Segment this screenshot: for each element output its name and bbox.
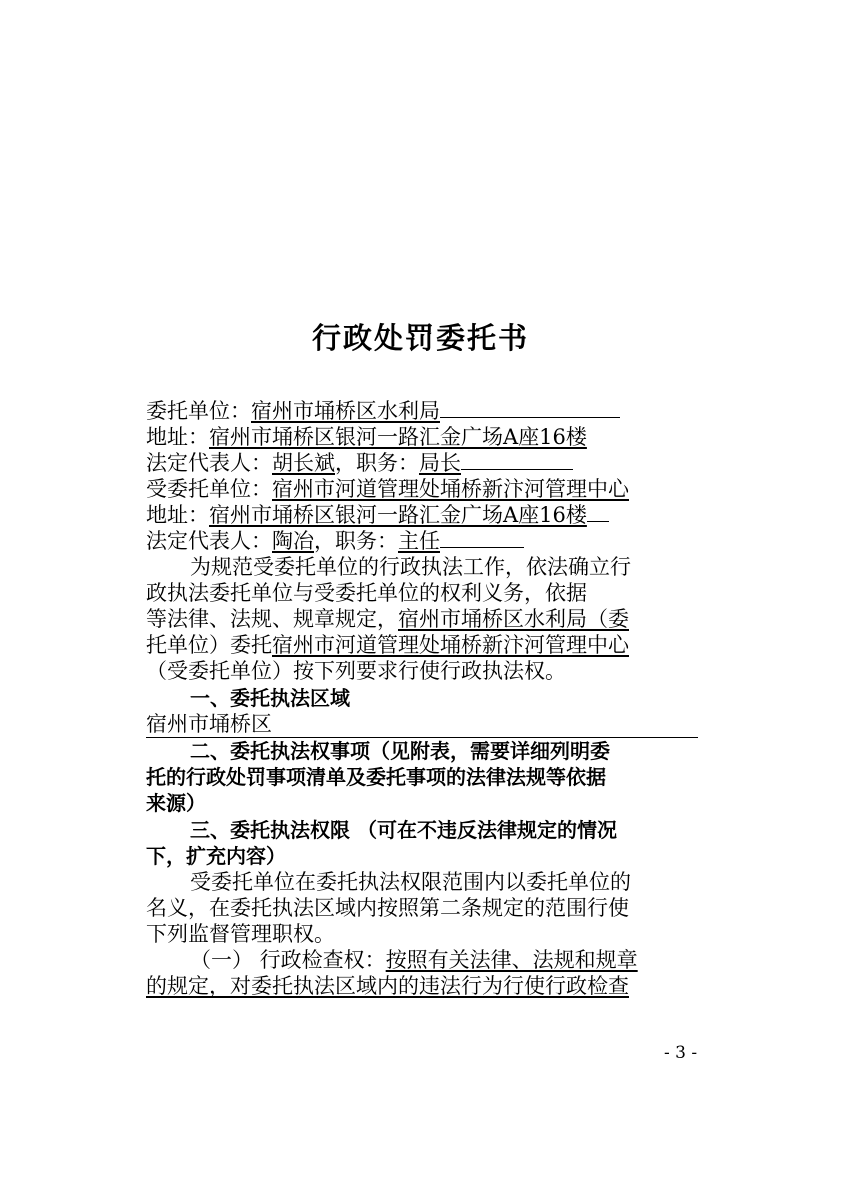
position-value: 局长 [419,451,461,475]
address-value: 宿州市埇桥区银河一路汇金广场A座16楼 [209,425,587,449]
entrusting-representative-line [146,450,698,476]
underlined-unit-name: 宿州市埇桥区水利局（委 [398,607,629,631]
entrusting-address-line [146,424,698,450]
text-segment: 托单位）委托 [146,633,272,657]
entrusted-unit-value: 宿州市河道管理处埇桥新汴河管理中心 [272,477,629,501]
paragraph-line: 政执法委托单位与受委托单位的权利义务，依据 [146,581,587,605]
entrusted-address-line [146,502,698,528]
paragraph-line: 的规定，对委托执法区域内的违法行为行使行政检查 [146,974,629,998]
entrusted-representative-line [146,528,698,554]
section-heading-2-cont: 托的行政处罚事项清单及委托事项的法律法规等依据 [146,765,606,789]
entrusted-unit-label: 受委托单位： [146,477,272,501]
enforcement-area-line [146,711,698,738]
representative-name: 胡长斌 [272,451,335,475]
paragraph-line: 下列监督管理职权。 [146,922,335,946]
paragraph-line [146,606,698,632]
blank-underline [461,451,573,470]
paragraph-line: 受委托单位在委托执法权限范围内以委托单位的 [190,870,631,894]
section-heading-3: 三、委托执法权限 （可在不违反法律规定的情况 [190,818,617,842]
representative-label: 法定代表人： [146,529,272,553]
entrusting-unit-value: 宿州市埇桥区水利局 [251,399,440,423]
underlined-unit-name: 宿州市河道管理处埇桥新汴河管理中心 [272,633,629,657]
subsection-line [146,947,698,973]
section-heading-1: 一、委托执法区域 [190,686,350,710]
section-heading-3-cont: 下，扩充内容） [146,844,286,868]
subsection-text: 按照有关法律、法规和规章 [385,948,638,972]
address-label: 地址： [146,425,209,449]
position-value: 主任 [398,529,440,553]
paragraph-line: （受委托单位）按下列要求行使行政执法权。 [146,659,566,683]
blank-underline [440,529,524,548]
address-value: 宿州市埇桥区银河一路汇金广场A座16楼 [209,503,587,527]
address-label: 地址： [146,503,209,527]
page-number: - 3 - [664,1043,698,1063]
representative-label: 法定代表人： [146,451,272,475]
document-title: 行政处罚委托书 [311,321,529,355]
paragraph-line: 为规范受委托单位的行政执法工作，依法确立行 [190,555,631,579]
position-label: ，职务： [335,451,419,475]
entrusted-unit-line [146,476,698,502]
paragraph-line: 名义，在委托执法区域内按照第二条规定的范围行使 [146,896,629,920]
subsection-label: （一） 行政检查权： [190,948,386,972]
representative-name: 陶冶 [272,529,314,553]
entrusting-unit-label: 委托单位： [146,399,251,423]
enforcement-area-value: 宿州市埇桥区 [146,711,698,738]
blank-underline [440,399,620,418]
blank-underline [587,503,609,522]
section-heading-2: 二、委托执法权事项（见附表，需要详细列明委 [190,739,610,763]
text-segment: 等法律、法规、规章规定， [146,607,398,631]
position-label: ，职务： [314,529,398,553]
entrusting-unit-line [146,398,698,424]
section-heading-2-cont: 来源） [146,791,206,815]
paragraph-line [146,632,698,658]
